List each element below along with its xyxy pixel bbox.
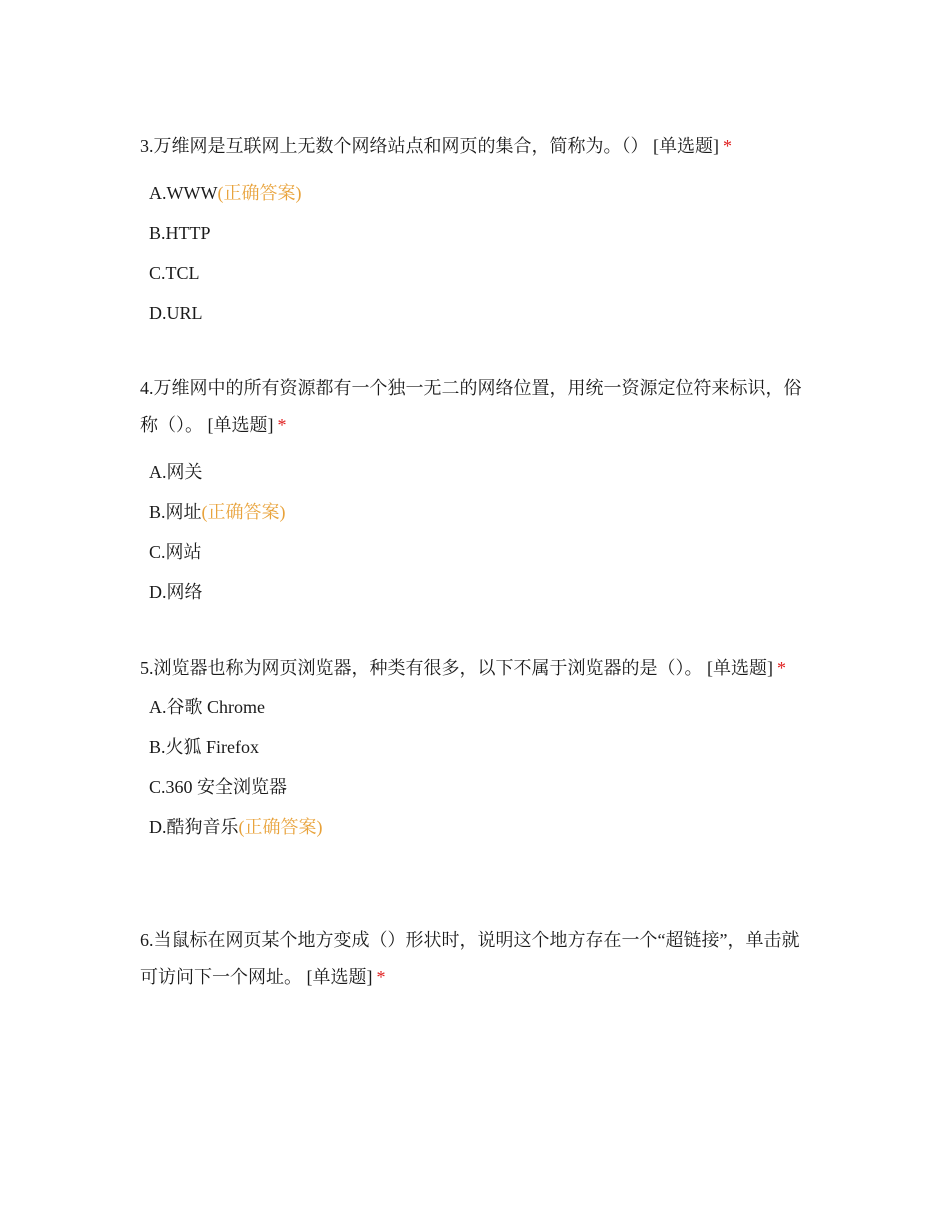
- question-number: 4.: [140, 378, 154, 398]
- option-label: B.网址: [149, 502, 202, 522]
- option-b[interactable]: [149, 492, 810, 532]
- question-title: [140, 650, 810, 687]
- option-b[interactable]: [149, 727, 810, 767]
- question-title: [140, 128, 810, 165]
- correct-answer-tag: (正确答案): [201, 502, 286, 522]
- question-title: [140, 370, 810, 444]
- question-text: 当鼠标在网页某个地方变成（）形状时，说明这个地方存在一个“超链接”，单击就可访问下一个网址。 [单选题]: [140, 930, 800, 987]
- option-label: C.TCL: [149, 263, 200, 283]
- option-a[interactable]: [149, 452, 810, 492]
- option-label: D.网络: [149, 582, 203, 602]
- correct-answer-tag: (正确答案): [217, 183, 302, 203]
- question-text: 万维网中的所有资源都有一个独一无二的网络位置，用统一资源定位符来标识，俗称（）。 [单选题]: [140, 378, 802, 435]
- option-label: D.URL: [149, 303, 203, 323]
- question-text: 万维网是互联网上无数个网络站点和网页的集合，简称为。（） [单选题]: [153, 136, 719, 156]
- question-5: [140, 650, 810, 847]
- option-d[interactable]: [149, 572, 810, 612]
- question-3: [140, 128, 810, 333]
- option-label: B.HTTP: [149, 223, 211, 243]
- option-label: C.网站: [149, 542, 202, 562]
- question-text: 浏览器也称为网页浏览器，种类有很多，以下不属于浏览器的是（）。 [单选题]: [153, 658, 773, 678]
- option-d[interactable]: [149, 807, 810, 847]
- question-number: 3.: [140, 136, 154, 156]
- option-b[interactable]: [149, 213, 810, 253]
- option-c[interactable]: [149, 532, 810, 572]
- option-d[interactable]: [149, 293, 810, 333]
- option-a[interactable]: [149, 173, 810, 213]
- option-label: A.网关: [149, 462, 203, 482]
- option-list: [149, 687, 810, 847]
- option-c[interactable]: [149, 767, 810, 807]
- question-number: 5.: [140, 658, 154, 678]
- question-title: [140, 922, 810, 996]
- option-label: B.火狐 Firefox: [149, 737, 259, 757]
- option-list: [149, 452, 810, 612]
- question-4: [140, 370, 810, 612]
- question-6: [140, 922, 810, 996]
- option-label: D.酷狗音乐: [149, 817, 239, 837]
- option-label: A.谷歌 Chrome: [149, 697, 265, 717]
- required-mark: *: [723, 136, 732, 156]
- option-a[interactable]: [149, 687, 810, 727]
- option-list: [149, 173, 810, 333]
- option-label: A.WWW: [149, 183, 218, 203]
- option-label: C.360 安全浏览器: [149, 777, 288, 797]
- required-mark: *: [777, 658, 786, 678]
- required-mark: *: [376, 967, 386, 987]
- correct-answer-tag: (正确答案): [238, 817, 323, 837]
- question-number: 6.: [140, 930, 154, 950]
- option-c[interactable]: [149, 253, 810, 293]
- required-mark: *: [277, 415, 287, 435]
